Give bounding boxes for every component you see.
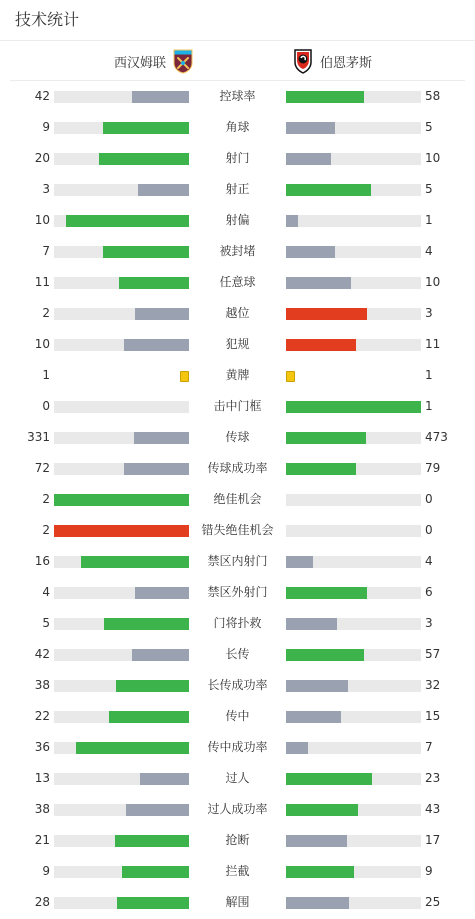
stat-row bbox=[0, 391, 475, 422]
away-stat-bar bbox=[286, 339, 421, 351]
stat-label: 控球率 bbox=[219, 89, 256, 103]
home-stat-fill bbox=[81, 556, 189, 568]
home-stat-value: 42 bbox=[34, 647, 50, 661]
stat-label: 禁区内射门 bbox=[207, 554, 268, 568]
away-stat-bar bbox=[286, 866, 421, 878]
stat-row bbox=[0, 608, 475, 639]
away-stat-bar bbox=[286, 804, 421, 816]
home-stat-fill bbox=[117, 897, 189, 909]
away-stat-value: 43 bbox=[425, 802, 441, 816]
home-stat-fill bbox=[126, 804, 189, 816]
home-stat-bar bbox=[54, 153, 189, 165]
stat-label: 越位 bbox=[225, 306, 250, 320]
page-title: 技术统计 bbox=[15, 10, 80, 29]
away-stat-bar bbox=[286, 525, 421, 537]
stat-row bbox=[0, 794, 475, 825]
home-stat-fill bbox=[115, 835, 189, 847]
home-stat-value: 22 bbox=[34, 709, 50, 723]
stat-label: 禁区外射门 bbox=[207, 585, 268, 599]
stat-label: 长传 bbox=[225, 647, 250, 661]
stat-label: 犯规 bbox=[225, 337, 250, 351]
away-stat-value: 5 bbox=[425, 120, 433, 134]
home-stat-bar bbox=[54, 649, 189, 661]
home-stat-value: 38 bbox=[34, 678, 50, 692]
away-stat-value: 1 bbox=[425, 213, 433, 227]
home-stat-value: 10 bbox=[34, 337, 50, 351]
stat-label: 过人 bbox=[225, 771, 250, 785]
away-stat-bar bbox=[286, 494, 421, 506]
home-stat-value: 7 bbox=[42, 244, 50, 258]
home-stat-bar bbox=[54, 463, 189, 475]
away-stat-fill bbox=[286, 91, 364, 103]
stat-row bbox=[0, 670, 475, 701]
home-team-header[interactable] bbox=[114, 46, 194, 76]
home-stat-fill bbox=[109, 711, 189, 723]
home-stat-value: 20 bbox=[34, 151, 50, 165]
home-stat-fill bbox=[135, 308, 189, 320]
away-stat-fill bbox=[286, 866, 354, 878]
away-stat-bar bbox=[286, 91, 421, 103]
home-stat-fill bbox=[104, 618, 189, 630]
home-team-name: 西汉姆联 bbox=[114, 55, 167, 71]
home-stat-fill bbox=[134, 432, 189, 444]
home-stat-bar bbox=[54, 835, 189, 847]
away-stat-fill bbox=[286, 308, 367, 320]
stat-row bbox=[0, 484, 475, 515]
home-stat-value: 11 bbox=[34, 275, 50, 289]
away-stat-value: 17 bbox=[425, 833, 441, 847]
home-stat-value: 10 bbox=[34, 213, 50, 227]
home-stat-bar bbox=[54, 773, 189, 785]
stat-row bbox=[0, 639, 475, 670]
away-stat-value: 6 bbox=[425, 585, 433, 599]
away-stat-fill bbox=[286, 742, 308, 754]
home-stat-value: 38 bbox=[34, 802, 50, 816]
home-stat-fill bbox=[124, 339, 189, 351]
away-stat-value: 0 bbox=[425, 523, 433, 537]
home-stat-bar bbox=[54, 277, 189, 289]
home-stat-bar bbox=[54, 804, 189, 816]
away-stat-bar bbox=[286, 215, 421, 227]
away-stat-fill bbox=[286, 587, 367, 599]
home-stat-bar bbox=[54, 742, 189, 754]
home-stat-value: 9 bbox=[42, 864, 50, 878]
stats-list bbox=[0, 81, 475, 918]
stat-row bbox=[0, 701, 475, 732]
stat-label: 过人成功率 bbox=[207, 802, 268, 816]
stat-label: 传球成功率 bbox=[207, 461, 268, 475]
stat-row bbox=[0, 856, 475, 887]
away-stat-fill bbox=[286, 246, 335, 258]
stat-label: 射偏 bbox=[225, 213, 250, 227]
home-stat-fill bbox=[122, 866, 190, 878]
home-stat-value: 3 bbox=[42, 182, 50, 196]
home-stat-fill bbox=[66, 215, 189, 227]
stat-label: 错失绝佳机会 bbox=[201, 523, 274, 537]
yellow-card-icon bbox=[286, 371, 295, 382]
away-stat-fill bbox=[286, 463, 356, 475]
away-stat-bar bbox=[286, 370, 421, 382]
bournemouth-crest-icon bbox=[292, 48, 314, 74]
home-stat-bar bbox=[54, 401, 189, 413]
home-stat-fill bbox=[140, 773, 189, 785]
home-stat-fill bbox=[138, 184, 189, 196]
stat-label: 任意球 bbox=[219, 275, 256, 289]
stat-label: 解围 bbox=[225, 895, 250, 909]
away-stat-value: 4 bbox=[425, 244, 433, 258]
away-stat-bar bbox=[286, 835, 421, 847]
stat-row bbox=[0, 577, 475, 608]
stat-label: 长传成功率 bbox=[207, 678, 268, 692]
home-stat-bar bbox=[54, 339, 189, 351]
title-divider bbox=[0, 40, 475, 41]
home-stat-fill bbox=[116, 680, 189, 692]
away-team-header[interactable] bbox=[292, 46, 372, 76]
stat-row bbox=[0, 887, 475, 918]
stat-label: 抢断 bbox=[225, 833, 250, 847]
stat-row bbox=[0, 205, 475, 236]
stat-row bbox=[0, 546, 475, 577]
stat-label: 被封堵 bbox=[219, 244, 256, 258]
away-stat-bar bbox=[286, 432, 421, 444]
home-stat-value: 5 bbox=[42, 616, 50, 630]
away-stat-fill bbox=[286, 215, 298, 227]
away-stat-bar bbox=[286, 680, 421, 692]
home-stat-fill bbox=[132, 649, 189, 661]
away-stat-bar bbox=[286, 153, 421, 165]
away-stat-value: 7 bbox=[425, 740, 433, 754]
home-stat-bar bbox=[54, 711, 189, 723]
stat-row bbox=[0, 81, 475, 112]
away-stat-bar bbox=[286, 463, 421, 475]
away-stat-fill bbox=[286, 277, 351, 289]
away-stat-fill bbox=[286, 184, 371, 196]
home-stat-bar bbox=[54, 370, 189, 382]
away-stat-value: 5 bbox=[425, 182, 433, 196]
stat-label: 射正 bbox=[225, 182, 250, 196]
away-stat-value: 1 bbox=[425, 368, 433, 382]
away-stat-value: 3 bbox=[425, 306, 433, 320]
away-stat-value: 11 bbox=[425, 337, 441, 351]
home-stat-value: 1 bbox=[42, 368, 50, 382]
away-stat-bar bbox=[286, 308, 421, 320]
yellow-card-icon bbox=[180, 371, 189, 382]
away-stat-fill bbox=[286, 804, 358, 816]
home-stat-fill bbox=[132, 91, 189, 103]
away-stat-bar bbox=[286, 184, 421, 196]
away-stat-bar bbox=[286, 897, 421, 909]
stat-label: 黄牌 bbox=[225, 368, 250, 382]
stat-row bbox=[0, 763, 475, 794]
away-stat-bar bbox=[286, 401, 421, 413]
away-stat-fill bbox=[286, 432, 366, 444]
away-stat-fill bbox=[286, 711, 341, 723]
home-stat-bar bbox=[54, 897, 189, 909]
stat-label: 拦截 bbox=[225, 864, 250, 878]
away-stat-bar bbox=[286, 711, 421, 723]
away-stat-fill bbox=[286, 649, 364, 661]
home-stat-value: 331 bbox=[27, 430, 50, 444]
stat-label: 击中门框 bbox=[213, 399, 262, 413]
home-stat-fill bbox=[54, 494, 189, 506]
away-stat-bar bbox=[286, 618, 421, 630]
away-stat-bar bbox=[286, 277, 421, 289]
away-stat-value: 3 bbox=[425, 616, 433, 630]
home-stat-value: 42 bbox=[34, 89, 50, 103]
away-stat-value: 58 bbox=[425, 89, 441, 103]
home-stat-bar bbox=[54, 432, 189, 444]
stat-row bbox=[0, 174, 475, 205]
away-stat-fill bbox=[286, 122, 335, 134]
away-stat-value: 10 bbox=[425, 151, 441, 165]
away-stat-bar bbox=[286, 556, 421, 568]
away-stat-bar bbox=[286, 742, 421, 754]
stat-row bbox=[0, 329, 475, 360]
away-stat-bar bbox=[286, 649, 421, 661]
stat-label: 传球 bbox=[225, 430, 250, 444]
home-stat-bar bbox=[54, 866, 189, 878]
home-stat-fill bbox=[124, 463, 189, 475]
away-stat-value: 32 bbox=[425, 678, 441, 692]
away-stat-bar bbox=[286, 246, 421, 258]
home-stat-bar bbox=[54, 618, 189, 630]
stat-row bbox=[0, 298, 475, 329]
stat-row bbox=[0, 236, 475, 267]
away-stat-fill bbox=[286, 897, 349, 909]
home-stat-value: 72 bbox=[34, 461, 50, 475]
stat-label: 角球 bbox=[225, 120, 250, 134]
away-stat-value: 23 bbox=[425, 771, 441, 785]
home-stat-bar bbox=[54, 246, 189, 258]
away-stat-value: 473 bbox=[425, 430, 448, 444]
stat-row bbox=[0, 515, 475, 546]
stat-row bbox=[0, 422, 475, 453]
stat-row bbox=[0, 143, 475, 174]
away-stat-fill bbox=[286, 618, 337, 630]
home-stat-fill bbox=[103, 246, 189, 258]
away-stat-value: 4 bbox=[425, 554, 433, 568]
home-stat-value: 28 bbox=[34, 895, 50, 909]
home-stat-value: 21 bbox=[34, 833, 50, 847]
home-stat-value: 4 bbox=[42, 585, 50, 599]
home-stat-fill bbox=[99, 153, 189, 165]
home-stat-value: 13 bbox=[34, 771, 50, 785]
home-stat-bar bbox=[54, 215, 189, 227]
stat-row bbox=[0, 825, 475, 856]
away-stat-bar bbox=[286, 587, 421, 599]
away-stat-fill bbox=[286, 680, 348, 692]
away-stat-value: 9 bbox=[425, 864, 433, 878]
away-stat-fill bbox=[286, 556, 313, 568]
stat-label: 传中 bbox=[225, 709, 250, 723]
home-stat-fill bbox=[135, 587, 189, 599]
away-stat-value: 0 bbox=[425, 492, 433, 506]
away-stat-value: 1 bbox=[425, 399, 433, 413]
home-stat-bar bbox=[54, 587, 189, 599]
home-stat-fill bbox=[103, 122, 189, 134]
stat-label: 射门 bbox=[225, 151, 250, 165]
away-stat-bar bbox=[286, 122, 421, 134]
away-stat-fill bbox=[286, 773, 372, 785]
stat-row bbox=[0, 453, 475, 484]
home-stat-bar bbox=[54, 308, 189, 320]
home-stat-value: 9 bbox=[42, 120, 50, 134]
away-stat-value: 10 bbox=[425, 275, 441, 289]
away-stat-value: 25 bbox=[425, 895, 441, 909]
stat-label: 绝佳机会 bbox=[213, 492, 262, 506]
home-stat-bar bbox=[54, 494, 189, 506]
away-stat-fill bbox=[286, 835, 347, 847]
home-stat-value: 2 bbox=[42, 306, 50, 320]
home-stat-bar bbox=[54, 680, 189, 692]
home-stat-bar bbox=[54, 184, 189, 196]
stat-label: 传中成功率 bbox=[207, 740, 268, 754]
stat-row bbox=[0, 360, 475, 391]
stat-row bbox=[0, 267, 475, 298]
west-ham-crest-icon bbox=[172, 48, 194, 74]
home-stat-value: 2 bbox=[42, 492, 50, 506]
away-stat-value: 15 bbox=[425, 709, 441, 723]
away-stat-fill bbox=[286, 401, 421, 413]
stat-row bbox=[0, 732, 475, 763]
away-stat-value: 79 bbox=[425, 461, 441, 475]
home-stat-fill bbox=[54, 525, 189, 537]
home-stat-fill bbox=[119, 277, 189, 289]
home-stat-value: 2 bbox=[42, 523, 50, 537]
away-stat-fill bbox=[286, 153, 331, 165]
home-stat-bar bbox=[54, 122, 189, 134]
stat-row bbox=[0, 112, 475, 143]
away-team-name: 伯恩茅斯 bbox=[320, 55, 373, 71]
home-stat-value: 0 bbox=[42, 399, 50, 413]
home-stat-bar bbox=[54, 91, 189, 103]
home-stat-value: 36 bbox=[34, 740, 50, 754]
home-stat-fill bbox=[76, 742, 189, 754]
home-stat-bar bbox=[54, 556, 189, 568]
away-stat-fill bbox=[286, 339, 356, 351]
home-stat-value: 16 bbox=[34, 554, 50, 568]
away-stat-value: 57 bbox=[425, 647, 441, 661]
home-stat-bar bbox=[54, 525, 189, 537]
away-stat-bar bbox=[286, 773, 421, 785]
stat-label: 门将扑救 bbox=[213, 616, 262, 630]
